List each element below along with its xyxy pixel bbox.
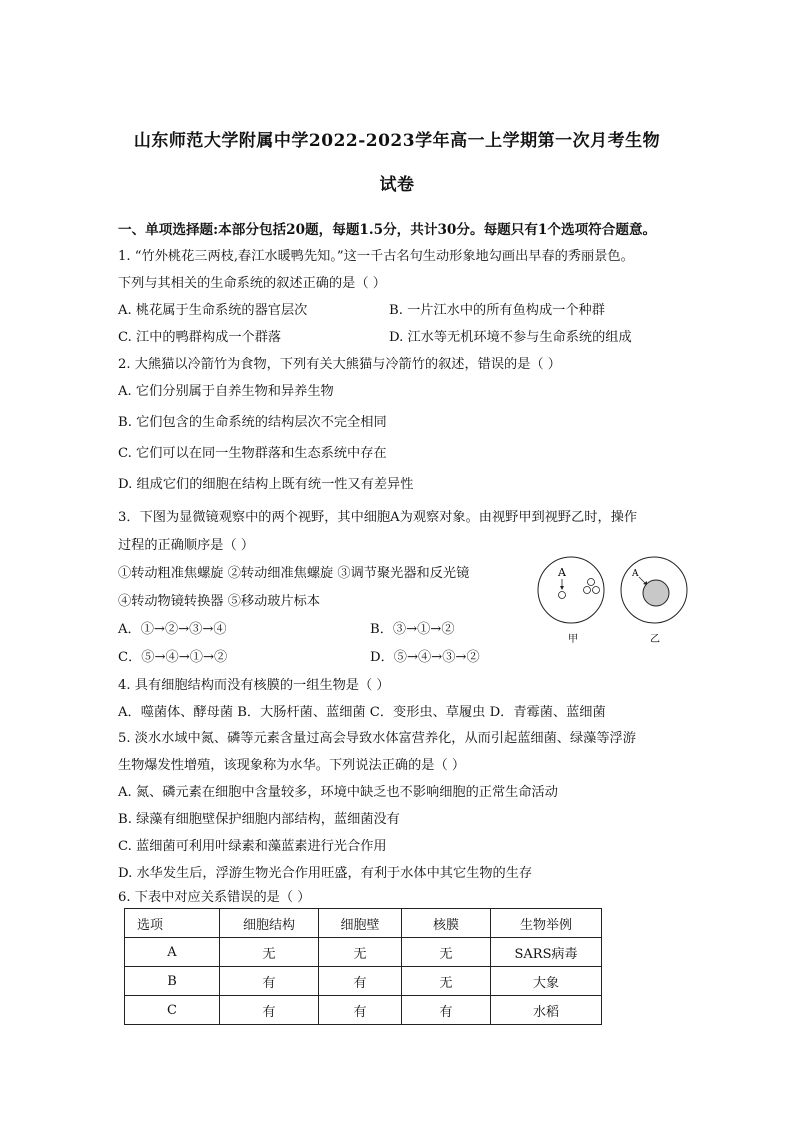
field-jia-cell-2 <box>588 579 595 586</box>
field-jia-cell-label: A <box>558 566 566 579</box>
field-jia-label: 甲 <box>568 634 578 645</box>
q1-stem-line2: 下列与其相关的生命系统的叙述正确的是（ ） <box>118 276 386 291</box>
q2-option-a: A. 它们分别属于自养生物和异养生物 <box>118 384 334 399</box>
q6-header-cell: 细胞壁 <box>319 909 402 938</box>
q1-option-a: A. 桃花属于生命系统的器官层次 <box>118 303 308 318</box>
q5-option-c: C. 蓝细菌可利用叶绿素和藻蓝素进行光合作用 <box>118 839 387 854</box>
q1-option-c: C. 江中的鸭群构成一个群落 <box>118 330 282 345</box>
q3-option-a: A．①→②→③→④ <box>118 622 227 637</box>
field-jia-cell-a <box>559 592 566 599</box>
q4-options: A．噬菌体、酵母菌 B．大肠杆菌、蓝细菌 C．变形虫、草履虫 D．青霉菌、蓝细菌 <box>118 705 606 720</box>
q6-cell: 水稻 <box>491 996 602 1025</box>
table-row <box>125 938 602 967</box>
q6-header-cell: 细胞结构 <box>220 909 319 938</box>
q6-header-cell: 选项 <box>125 909 220 938</box>
field-yi-arrow <box>639 577 645 583</box>
q1-option-b: B. 一片江水中的所有鱼构成一个种群 <box>389 303 605 318</box>
q2-option-b: B. 它们包含的生命系统的结构层次不完全相同 <box>118 415 387 430</box>
q2-stem: 2. 大熊猫以冷箭竹为食物，下列有关大熊猫与冷箭竹的叙述，错误的是（ ） <box>118 357 561 372</box>
q3-option-c: C．⑤→④→①→② <box>118 650 228 665</box>
q6-stem: 6. 下表中对应关系错误的是（ ） <box>118 890 311 905</box>
q5-stem-line2: 生物爆发性增殖，该现象称为水华。下列说法正确的是（ ） <box>118 758 466 773</box>
field-yi-label: 乙 <box>650 634 660 645</box>
table-row <box>125 967 602 996</box>
exam-title-line1: 山东师范大学附属中学2022-2023学年高一上学期第一次月考生物 <box>133 131 661 151</box>
q5-stem-line1: 5. 淡水水域中氮、磷等元素含量过高会导致水体富营养化，从而引起蓝细菌、绿藻等浮游 <box>118 731 636 746</box>
field-jia-cell-3 <box>584 587 591 594</box>
section1-heading: 一、单项选择题:本部分包括20题，每题1.5分，共计30分。每题只有1个选项符合题意。 <box>118 222 657 238</box>
q6-cell: 有 <box>220 996 319 1025</box>
q6-cell: A <box>125 938 220 967</box>
q6-table-header-row <box>125 909 602 938</box>
field-jia-arrowhead <box>560 586 564 590</box>
table-row <box>125 996 602 1025</box>
q3-option-d: D．⑤→④→③→② <box>370 650 480 665</box>
q3-stem-line2: 过程的正确顺序是（ ） <box>118 538 255 553</box>
q6-cell: 有 <box>319 967 402 996</box>
field-jia-cell-4 <box>593 587 600 594</box>
q6-cell: 无 <box>319 938 402 967</box>
q1-stem-line1: 1. “竹外桃花三两枝,春江水暖鸭先知。”这一千古名句生动形象地勾画出早春的秀丽景色。 <box>118 249 634 264</box>
q6-cell: B <box>125 967 220 996</box>
q6-cell: 有 <box>402 996 491 1025</box>
q6-header-cell: 生物举例 <box>491 909 602 938</box>
q6-cell: SARS病毒 <box>491 938 602 967</box>
exam-title-line2: 试卷 <box>379 175 415 195</box>
q5-option-d: D. 水华发生后，浮游生物光合作用旺盛，有利于水体中其它生物的生存 <box>118 866 533 881</box>
q2-option-c: C. 它们可以在同一生物群落和生态系统中存在 <box>118 446 387 461</box>
q6-cell: 有 <box>319 996 402 1025</box>
q6-cell: 无 <box>402 967 491 996</box>
q6-cell: 有 <box>220 967 319 996</box>
q3-stem-line1: 3．下图为显微镜观察中的两个视野，其中细胞A为观察对象。由视野甲到视野乙时，操作 <box>118 510 638 525</box>
q3-steps-line1: ①转动粗准焦螺旋 ②转动细准焦螺旋 ③调节聚光器和反光镜 <box>118 566 470 581</box>
q3-option-b: B．③→①→② <box>370 622 455 637</box>
q5-option-a: A. 氮、磷元素在细胞中含量较多，环境中缺乏也不影响细胞的正常生命活动 <box>118 785 558 800</box>
q5-option-b: B. 绿藻有细胞壁保护细胞内部结构，蓝细菌没有 <box>118 812 400 827</box>
q6-cell: 无 <box>220 938 319 967</box>
q1-option-d: D. 江水等无机环境不参与生命系统的组成 <box>389 330 632 345</box>
q6-cell: 大象 <box>491 967 602 996</box>
microscope-fields-figure <box>536 554 696 646</box>
q6-cell: C <box>125 996 220 1025</box>
q2-option-d: D. 组成它们的细胞在结构上既有统一性又有差异性 <box>118 477 414 492</box>
q6-table <box>124 908 602 1025</box>
q6-cell: 无 <box>402 938 491 967</box>
q6-header-cell: 核膜 <box>402 909 491 938</box>
field-yi-cell-a <box>643 580 669 606</box>
field-yi-cell-label: A <box>632 569 639 579</box>
field-jia-circle <box>538 557 604 623</box>
q4-stem: 4. 具有细胞结构而没有核膜的一组生物是（ ） <box>118 678 390 693</box>
q3-steps-line2: ④转动物镜转换器 ⑤移动玻片标本 <box>118 594 321 609</box>
